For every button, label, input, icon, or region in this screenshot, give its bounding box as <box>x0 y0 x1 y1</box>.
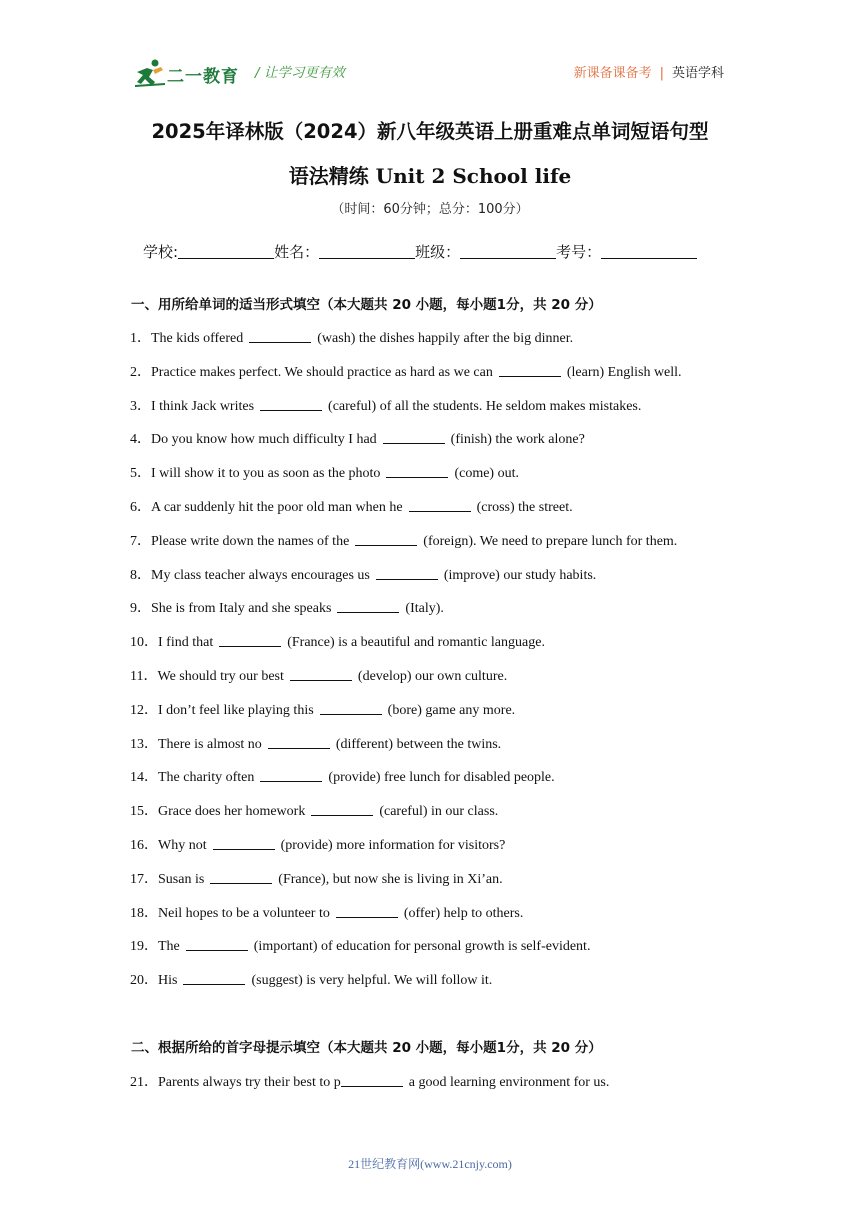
question-item: 1．The kids offered (wash) the dishes happily after the big dinner. <box>130 331 574 346</box>
answer-blank[interactable] <box>249 330 311 343</box>
question-item: 21．Parents always try their best to p a good learning environment for us. <box>130 1075 610 1090</box>
question-item: 9．She is from Italy and she speaks (Italy). <box>130 601 444 616</box>
question-item: 10．I find that (France) is a beautiful and romantic language. <box>130 635 545 650</box>
answer-blank[interactable] <box>186 938 248 951</box>
exam-meta: （时间：60分钟；总分：100分） <box>331 202 529 217</box>
question-item: 16．Why not (provide) more information for visitors? <box>130 838 506 853</box>
question-item: 5．I will show it to you as soon as the photo (come) out. <box>130 466 519 481</box>
answer-blank[interactable] <box>213 837 275 850</box>
header-separator: | <box>659 66 664 81</box>
logo <box>133 58 243 90</box>
exam-no-label: 考号： <box>556 243 602 261</box>
answer-blank[interactable] <box>268 736 330 749</box>
page-header <box>0 0 860 100</box>
header-right <box>574 62 724 81</box>
class-blank[interactable] <box>460 244 556 259</box>
question-item: 20．His (suggest) is very helpful. We will follow it. <box>130 973 493 988</box>
header-subject: 英语学科 <box>671 66 724 81</box>
question-item: 3．I think Jack writes (careful) of all the students. He seldom makes mistakes. <box>130 399 642 414</box>
question-item: 19．The (important) of education for personal growth is self-evident. <box>130 939 591 954</box>
section-heading-2: 二、根据所给的首字母提示填空（本大题共 20 小题，每小题1分，共 20 分） <box>131 1040 602 1056</box>
answer-blank[interactable] <box>260 769 322 782</box>
class-label: 班级： <box>415 243 461 261</box>
exam-no-blank[interactable] <box>601 244 697 259</box>
answer-blank[interactable] <box>320 702 382 715</box>
page-title: 2025年译林版（2024）新八年级英语上册重难点单词短语句型 <box>151 120 709 143</box>
answer-blank[interactable] <box>311 803 373 816</box>
answer-blank[interactable] <box>336 905 398 918</box>
answer-blank[interactable] <box>290 668 352 681</box>
answer-blank[interactable] <box>337 600 399 613</box>
name-blank[interactable] <box>319 244 415 259</box>
question-item: 7．Please write down the names of the (foreign). We need to prepare lunch for them. <box>130 534 678 549</box>
answer-blank[interactable] <box>499 364 561 377</box>
answer-blank[interactable] <box>260 398 322 411</box>
logo-text: 二一教育 <box>167 67 239 87</box>
student-info <box>143 241 697 262</box>
question-item: 18．Neil hopes to be a volunteer to (offer) help to others. <box>130 906 524 921</box>
question-item: 8．My class teacher always encourages us (improve) our study habits. <box>130 568 597 583</box>
question-item: 2．Practice makes perfect. We should practice as hard as we can (learn) English well. <box>130 365 682 380</box>
header-tagline: 新课备课备考 <box>573 66 652 81</box>
question-item: 12．I don’t feel like playing this (bore) game any more. <box>130 703 516 718</box>
answer-blank[interactable] <box>210 871 272 884</box>
answer-blank[interactable] <box>376 567 438 580</box>
question-item: 4．Do you know how much difficulty I had (finish) the work alone? <box>130 432 585 447</box>
question-item: 14．The charity often (provide) free lunch for disabled people. <box>130 770 555 785</box>
question-item: 11．We should try our best (develop) our own culture. <box>130 669 508 684</box>
question-item: 13．There is almost no (different) between the twins. <box>130 737 502 752</box>
answer-blank[interactable] <box>386 465 448 478</box>
section-heading-1: 一、用所给单词的适当形式填空（本大题共 20 小题，每小题1分，共 20 分） <box>131 297 602 313</box>
page-footer: 21世纪教育网(www.21cnjy.com) <box>348 1157 512 1171</box>
answer-blank[interactable] <box>355 533 417 546</box>
question-item: 15．Grace does her homework (careful) in our class. <box>130 804 499 819</box>
answer-blank[interactable] <box>383 431 445 444</box>
question-item: 6．A car suddenly hit the poor old man when he (cross) the street. <box>130 500 573 515</box>
slogan: / 让学习更有效 <box>255 65 345 81</box>
answer-blank[interactable] <box>219 634 281 647</box>
school-label: 学校: <box>143 243 179 261</box>
answer-blank[interactable] <box>409 499 471 512</box>
question-item: 17．Susan is (France), but now she is living in Xi’an. <box>130 872 503 887</box>
runner-logo-icon <box>133 58 167 88</box>
answer-blank[interactable] <box>341 1074 403 1087</box>
answer-blank[interactable] <box>183 972 245 985</box>
school-blank[interactable] <box>178 244 274 259</box>
page-title-line2: 语法精练 Unit 2 School life <box>288 164 572 188</box>
name-label: 姓名： <box>274 243 320 261</box>
